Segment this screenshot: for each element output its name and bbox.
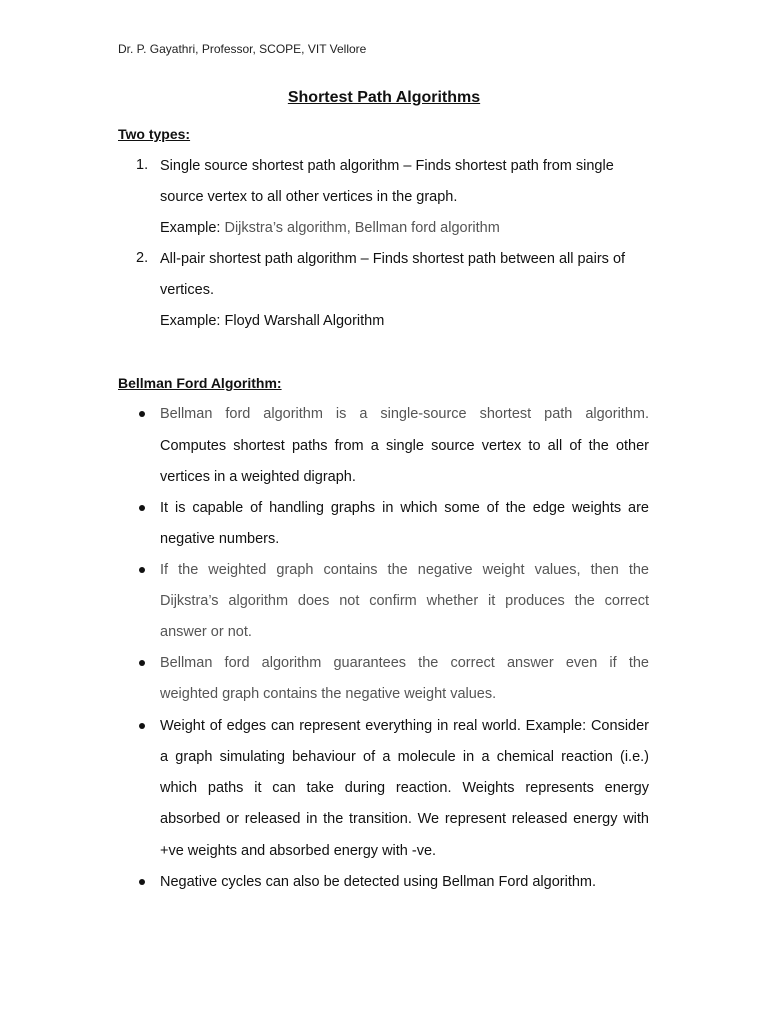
bullet-dot	[139, 505, 145, 511]
type-1-example	[160, 219, 649, 237]
bullet-1-line-3: vertices in a weighted digraph.	[160, 469, 356, 485]
bullet-5-line-1: Weight of edges can represent everything in real world. Example: Consider	[160, 718, 649, 734]
document-title	[0, 89, 768, 107]
type-2-line-1: All-pair shortest path algorithm – Finds shortest path between all pairs of	[160, 251, 626, 267]
bullet-1-line-2: Computes shortest paths from a single source vertex to all of the other	[160, 438, 649, 454]
bullet-5-line-5: +ve weights and absorbed energy with -ve.	[160, 843, 437, 859]
bullet-1-line-1: Bellman ford algorithm is a single-source shortest path algorithm.	[160, 406, 649, 422]
bullet-4-line-1: Bellman ford algorithm guarantees the correct answer even if the	[160, 655, 649, 671]
type-1-line-2: source vertex to all other vertices in the graph.	[160, 189, 458, 205]
page-header: Dr. P. Gayathri, Professor, SCOPE, VIT Vellore	[118, 42, 367, 56]
type-2-line-2: vertices.	[160, 282, 214, 298]
type-2-example	[160, 312, 649, 330]
bullet-3-line-1: If the weighted graph contains the negative weight values, then the	[160, 562, 649, 578]
bullet-dot	[139, 879, 145, 885]
bullet-2-line-2: negative numbers.	[160, 531, 280, 547]
bullet-3-line-2: Dijkstra’s algorithm does not confirm whether it produces the correct	[160, 593, 649, 609]
bullet-6-line-1: Negative cycles can also be detected using Bellman Ford algorithm.	[160, 874, 597, 890]
bullet-2-line-1: It is capable of handling graphs in which some of the edge weights are	[160, 500, 649, 516]
bullet-dot	[139, 723, 145, 729]
example-text: Floyd Warshall Algorithm	[224, 313, 385, 329]
example-label: Example:	[160, 220, 225, 236]
bullet-3-line-3: answer or not.	[160, 624, 252, 640]
bullet-5-line-3: which paths it can take during reaction. Weights represents energy	[160, 780, 649, 796]
bullet-5-line-4: absorbed or released in the transition. We represent released energy with	[160, 811, 649, 827]
type-1-line-1: Single source shortest path algorithm – Finds shortest path from single	[160, 158, 614, 174]
bullet-5-line-2: a graph simulating behaviour of a molecule in a chemical reaction (i.e.)	[160, 749, 649, 765]
example-text: Dijkstra’s algorithm, Bellman ford algorithm	[224, 220, 500, 236]
document-title-text: Shortest Path Algorithms	[287, 89, 481, 106]
bullet-dot	[139, 567, 145, 573]
bellman-ford-heading: Bellman Ford Algorithm:	[118, 375, 282, 391]
bullet-4-line-2: weighted graph contains the negative weight values.	[160, 686, 497, 702]
bullet-dot	[139, 411, 145, 417]
example-label: Example:	[160, 313, 225, 329]
two-types-heading: Two types:	[118, 126, 191, 142]
bullet-dot	[139, 660, 145, 666]
list-number-1: 1.	[136, 157, 149, 173]
list-number-2: 2.	[136, 250, 149, 266]
